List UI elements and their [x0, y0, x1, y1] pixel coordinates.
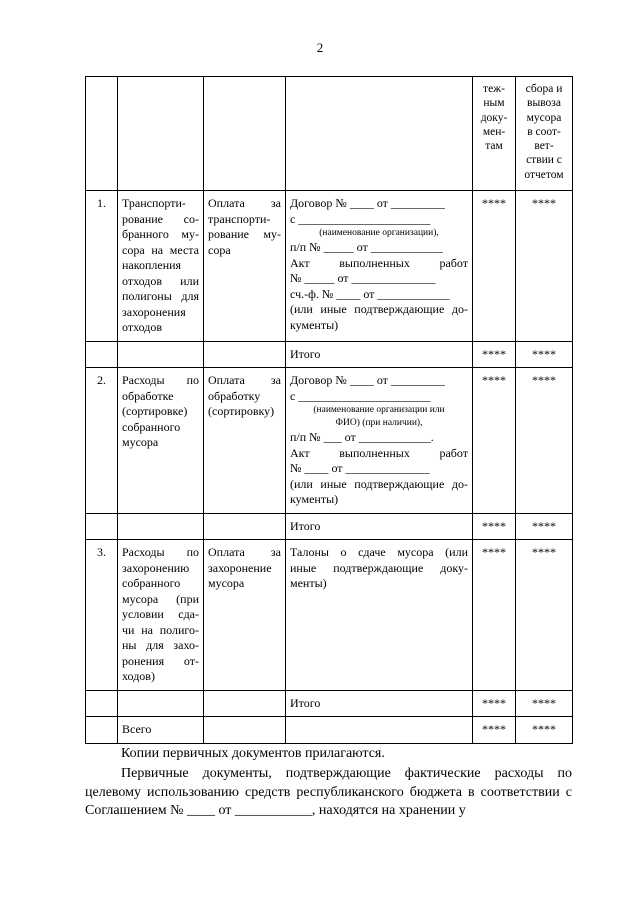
- subtotal-row: [86, 690, 573, 717]
- expense-report-table: [85, 76, 573, 744]
- subtotal-label: Итого: [286, 341, 473, 368]
- stars-cell: ****: [473, 368, 516, 514]
- expense-name: Расходы по захоронению собранного мусора (при условии сда- чи на полиго- ны для захо- ронения от- ходов): [118, 540, 204, 691]
- attachments-note: Копии первичных документов прилагаются.: [121, 746, 385, 761]
- payment-purpose: Оплата за транспорти- рование му- сора: [204, 191, 286, 342]
- expense-name: Расходы по обработке (сортировке) собранного мусора: [118, 368, 204, 514]
- supporting-documents: Договор № ____ от _________ с ______________________ (наименование организации или ФИО) (при наличии), п/п № ___ от ____________. Акт выполненных работ № ____ от ______________ (или иные подтверждающие до- кументы): [286, 368, 473, 514]
- header-cell-purpose: [204, 77, 286, 191]
- stars-cell: ****: [473, 540, 516, 691]
- stars-cell: ****: [473, 341, 516, 368]
- table-header-row: [86, 77, 573, 191]
- stars-cell: ****: [516, 717, 573, 744]
- stars-cell: ****: [516, 368, 573, 514]
- stars-cell: ****: [516, 191, 573, 342]
- stars-cell: ****: [473, 191, 516, 342]
- supporting-documents: Договор № ____ от _________ с ______________________ (наименование организации), п/п № _____ от ____________ Акт выполненных работ № _____ от ______________ сч.-ф. № ____ от ____________ (или иные подтверждающие до- кументы): [286, 191, 473, 342]
- header-cell-documented: теж- ным доку- мен- там: [473, 77, 516, 191]
- row-number: 2.: [86, 368, 118, 514]
- table-row: [86, 368, 573, 514]
- page-number: 2: [316, 40, 324, 55]
- grand-total-row: [86, 717, 573, 744]
- subtotal-row: [86, 513, 573, 540]
- table-row: [86, 191, 573, 342]
- table-row: [86, 540, 573, 691]
- payment-purpose: Оплата за захоронение мусора: [204, 540, 286, 691]
- storage-paragraph: Первичные документы, подтверждающие фактические расходы по целевому использованию средств республиканского бюджета в соответствии с Соглашением № ____ от ___________, находятся на хранении у: [85, 766, 572, 818]
- subtotal-label: Итого: [286, 513, 473, 540]
- stars-cell: ****: [516, 540, 573, 691]
- stars-cell: ****: [473, 717, 516, 744]
- stars-cell: ****: [473, 690, 516, 717]
- subtotal-label: Итого: [286, 690, 473, 717]
- payment-purpose: Оплата за обработку (сортировку): [204, 368, 286, 514]
- row-number: 3.: [86, 540, 118, 691]
- stars-cell: ****: [516, 513, 573, 540]
- subtotal-row: [86, 341, 573, 368]
- expense-name: Транспорти- рование со- бранного му- сора на места накопления отходов или полигоны для захоронения отходов: [118, 191, 204, 342]
- header-cell-collected: сбора и вывоза мусора в соот- вет- ствии с отчетом: [516, 77, 573, 191]
- stars-cell: ****: [473, 513, 516, 540]
- header-cell-name: [118, 77, 204, 191]
- row-number: 1.: [86, 191, 118, 342]
- header-cell-number: [86, 77, 118, 191]
- header-cell-documents: [286, 77, 473, 191]
- stars-cell: ****: [516, 690, 573, 717]
- grand-total-label: Всего: [118, 717, 204, 744]
- stars-cell: ****: [516, 341, 573, 368]
- supporting-documents: Талоны о сдаче мусора (или иные подтверждающие доку- менты): [286, 540, 473, 691]
